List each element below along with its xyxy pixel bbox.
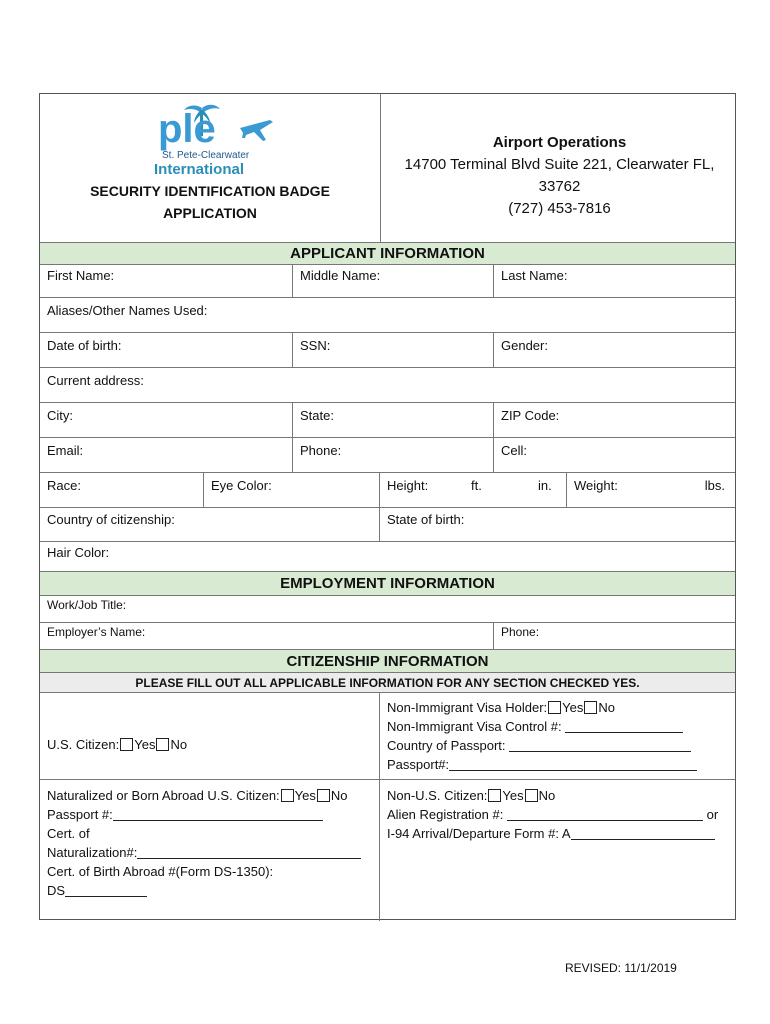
us-citizen-yes-checkbox[interactable] [120, 738, 133, 751]
visa-control-input[interactable] [565, 719, 683, 733]
alien-registration-label: Alien Registration #: [387, 807, 504, 822]
passport-number-label: Passport#: [387, 757, 450, 772]
header-right [380, 94, 737, 242]
aliases-row [40, 298, 735, 333]
ds-label: DS [47, 883, 66, 898]
naturalization-label: Naturalization#: [47, 845, 138, 860]
us-citizen-no-checkbox[interactable] [156, 738, 169, 751]
employer-row [40, 623, 735, 650]
citizenship-instruction: PLEASE FILL OUT ALL APPLICABLE INFORMATION FOR ANY SECTION CHECKED YES. [40, 673, 735, 693]
non-immigrant-holder-label: Non-Immigrant Visa Holder: [387, 700, 548, 715]
dob-row [40, 333, 735, 368]
naturalization-line [47, 843, 372, 862]
employer-phone-field[interactable]: Phone: [493, 623, 737, 649]
passport-number-input[interactable] [449, 757, 697, 771]
contact-row [40, 438, 735, 473]
non-us-label: Non-U.S. Citizen: [387, 788, 488, 803]
employer-name-field[interactable]: Employer’s Name: [47, 625, 146, 639]
naturalized-no-label: No [330, 788, 348, 803]
visa-control-label: Non-Immigrant Visa Control #: [387, 719, 562, 734]
naturalized-yes-checkbox[interactable] [281, 789, 294, 802]
non-us-line [387, 786, 730, 805]
alien-registration-input[interactable] [507, 807, 703, 821]
citizenship-section-heading: CITIZENSHIP INFORMATION [40, 650, 735, 673]
ssn-field[interactable]: SSN: [292, 333, 493, 367]
city-row [40, 403, 735, 438]
badge-application-form [39, 93, 736, 920]
hair-row [40, 542, 735, 572]
applicant-section-heading: APPLICANT INFORMATION [40, 243, 735, 265]
i94-input[interactable] [571, 826, 715, 840]
pie-logo [152, 100, 282, 180]
ds-line [47, 881, 372, 900]
weight-field[interactable] [566, 473, 737, 507]
state-of-birth-field[interactable]: State of birth: [379, 508, 737, 541]
us-citizen-cell [40, 693, 379, 779]
passport-country-line [387, 736, 730, 755]
form-header [40, 94, 735, 243]
non-immigrant-cell [379, 693, 737, 779]
visa-control-line [387, 717, 730, 736]
i94-line [387, 824, 730, 843]
state-field[interactable]: State: [292, 403, 493, 437]
passport-country-label: Country of Passport: [387, 738, 506, 753]
logo-subtitle: St. Pete-Clearwater [162, 150, 250, 161]
logo-international: International [154, 161, 245, 178]
non-immigrant-holder-line [387, 698, 730, 717]
employment-section-heading: EMPLOYMENT INFORMATION [40, 572, 735, 596]
middle-name-field[interactable]: Middle Name: [292, 265, 493, 297]
address-row [40, 368, 735, 403]
logo-word: ple [158, 107, 216, 151]
ft-unit: ft. [471, 478, 482, 493]
height-field[interactable] [379, 473, 566, 507]
form-title [40, 180, 380, 224]
non-immigrant-yes-label: Yes [562, 700, 584, 715]
hair-color-field[interactable]: Hair Color: [47, 545, 110, 560]
header-left [40, 94, 380, 242]
non-us-cell [379, 780, 737, 921]
i94-label: I-94 Arrival/Departure Form #: A [387, 826, 571, 841]
dob-field[interactable]: Date of birth: [47, 338, 122, 353]
naturalized-label: Naturalized or Born Abroad U.S. Citizen: [47, 788, 280, 803]
non-us-no-checkbox[interactable] [525, 789, 538, 802]
eye-color-field[interactable]: Eye Color: [203, 473, 379, 507]
citizenship-country-row [40, 508, 735, 542]
us-citizen-no-label: No [170, 737, 188, 752]
non-immigrant-no-checkbox[interactable] [584, 701, 597, 714]
org-address-line1: 14700 Terminal Blvd Suite 221, Clearwater FL, [404, 156, 715, 173]
org-phone: (727) 453-7816 [508, 200, 611, 217]
lbs-unit: lbs. [704, 478, 725, 493]
last-name-field[interactable]: Last Name: [493, 265, 737, 297]
citizenship-row-1 [40, 693, 735, 780]
job-title-field[interactable]: Work/Job Title: [47, 598, 127, 612]
name-row [40, 265, 735, 298]
alien-registration-line [387, 805, 730, 824]
non-us-yes-label: Yes [502, 788, 524, 803]
org-address-line2: 33762 [538, 178, 581, 195]
job-title-row [40, 596, 735, 623]
form-title-line1: SECURITY IDENTIFICATION BADGE [90, 183, 330, 199]
cell-field[interactable]: Cell: [493, 438, 737, 472]
naturalized-line [47, 786, 372, 805]
current-address-field[interactable]: Current address: [47, 373, 144, 388]
gender-field[interactable]: Gender: [493, 333, 737, 367]
naturalization-input[interactable] [137, 845, 361, 859]
form-title-line2: APPLICATION [163, 205, 257, 221]
birth-abroad-label: Cert. of Birth Abroad #(Form DS-1350): [47, 864, 274, 879]
weight-label: Weight: [574, 478, 618, 493]
race-field[interactable]: Race: [47, 478, 81, 493]
org-name: Airport Operations [492, 134, 627, 151]
phone-field[interactable]: Phone: [292, 438, 493, 472]
non-us-yes-checkbox[interactable] [488, 789, 501, 802]
country-of-citizenship-field[interactable]: Country of citizenship: [47, 512, 175, 527]
org-contact [381, 132, 738, 220]
cert-of-label: Cert. of [47, 826, 90, 841]
us-passport-line [47, 805, 372, 824]
non-immigrant-yes-checkbox[interactable] [548, 701, 561, 714]
height-label: Height: [387, 478, 429, 493]
citizenship-row-2 [40, 780, 735, 921]
us-citizen-question [47, 735, 187, 754]
us-passport-label: Passport #: [47, 807, 113, 822]
non-immigrant-no-label: No [598, 700, 615, 715]
first-name-field[interactable]: First Name: [47, 268, 115, 283]
aliases-field[interactable]: Aliases/Other Names Used: [47, 303, 208, 318]
city-field[interactable]: City: [47, 408, 73, 423]
ds-input[interactable] [65, 883, 147, 897]
non-us-no-label: No [538, 788, 556, 803]
naturalized-cell [40, 780, 379, 921]
zip-field[interactable]: ZIP Code: [493, 403, 737, 437]
or-label: or [706, 807, 719, 822]
us-citizen-label: U.S. Citizen: [47, 737, 120, 752]
physical-row [40, 473, 735, 508]
in-unit: in. [538, 478, 552, 493]
passport-number-line [387, 755, 730, 774]
us-citizen-yes-label: Yes [134, 737, 156, 752]
us-passport-input[interactable] [113, 807, 323, 821]
naturalized-yes-label: Yes [294, 788, 316, 803]
naturalized-no-checkbox[interactable] [317, 789, 330, 802]
airplane-icon [240, 120, 273, 141]
email-field[interactable]: Email: [47, 443, 84, 458]
passport-country-input[interactable] [509, 738, 691, 752]
revised-date: REVISED: 11/1/2019 [565, 961, 677, 975]
